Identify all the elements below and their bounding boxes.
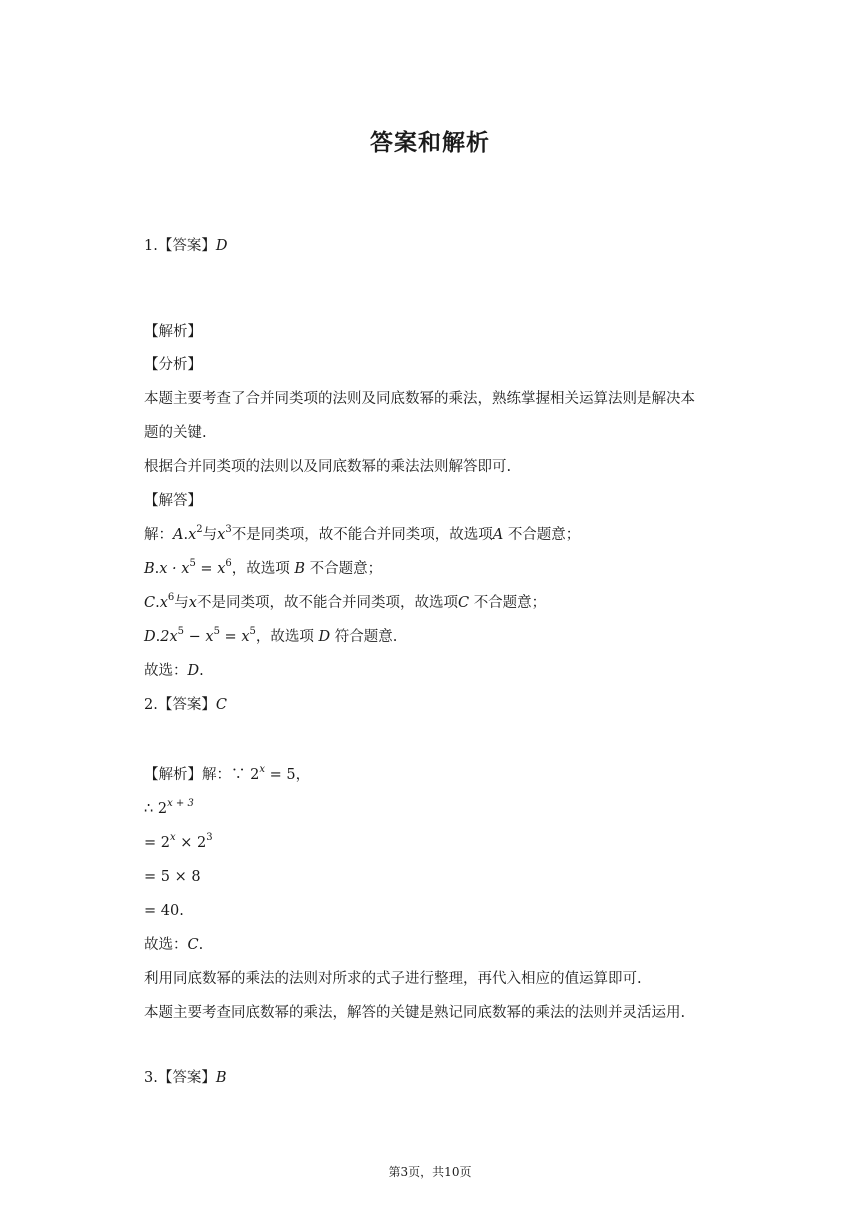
- period: .: [198, 937, 204, 953]
- option-label: A: [173, 527, 184, 543]
- q1-analysis-line-2: 题的关键.: [144, 425, 207, 441]
- q2-step-2: = 5 × 8: [144, 869, 201, 885]
- math-base: x: [217, 527, 226, 543]
- math-expression: = x: [219, 629, 250, 645]
- q1-option-b-line: [144, 559, 382, 579]
- explanation-text: ，故选项: [231, 561, 290, 577]
- math-exponent: 3: [225, 524, 232, 535]
- solution-prefix: 解：: [144, 527, 173, 543]
- math-expression: = 5，: [264, 767, 311, 783]
- period: .: [199, 663, 204, 679]
- q1-choose-line: [144, 661, 204, 681]
- math-expression: ∵ 2: [231, 767, 260, 783]
- math-exponent: 6: [225, 558, 232, 569]
- q2-step-3: = 40.: [144, 903, 184, 919]
- option-label: D: [144, 629, 156, 645]
- q1-analysis-line-3: 根据合并同类项的法则以及同底数幂的乘法法则解答即可.: [144, 459, 512, 475]
- separator: .: [155, 629, 161, 645]
- q1-fenxi-label: 【分析】: [144, 357, 202, 373]
- math-exponent: 5: [189, 558, 196, 569]
- q1-answer-header: 1.【答案】: [144, 238, 216, 254]
- math-exponent: x: [259, 764, 265, 775]
- choose-value: D: [187, 663, 200, 679]
- math-exponent: 2: [196, 524, 203, 535]
- math-expression: − x: [184, 629, 214, 645]
- option-ref: A: [492, 527, 504, 543]
- q2-therefore-line: [144, 799, 194, 819]
- q2-answer-header: 2.【答案】: [144, 697, 216, 713]
- q1-jiexi-label: 【解析】: [144, 324, 202, 340]
- page-title: 答案和解析: [370, 129, 490, 156]
- math-exponent: 3: [206, 832, 213, 843]
- option-label: C: [144, 595, 156, 611]
- q3-answer-header: 3.【答案】: [144, 1070, 216, 1086]
- option-ref: C: [457, 595, 470, 611]
- q3-answer-line: [144, 1068, 227, 1088]
- option-ref: B: [294, 561, 306, 577]
- explanation-text: 不是同类项，故不能合并同类项，故选项: [231, 527, 493, 543]
- q2-note-1: 利用同底数幂的乘法的法则对所求的式子进行整理，再代入相应的值运算即可.: [144, 971, 642, 987]
- math-base: x: [159, 595, 168, 611]
- choose-label: 故选：: [144, 663, 188, 679]
- explanation-text: ，故选项: [255, 629, 314, 645]
- math-exponent: 6: [167, 592, 175, 603]
- q1-option-d-line: [144, 627, 397, 647]
- q3-answer-value: B: [215, 1070, 227, 1086]
- math-exponent: 5: [177, 626, 185, 637]
- q2-choose-line: [144, 935, 203, 955]
- q1-answer-value: D: [215, 238, 228, 254]
- separator: .: [183, 527, 189, 543]
- math-base: x: [188, 527, 197, 543]
- verdict-text: 符合题意.: [334, 629, 398, 645]
- q1-answer-line: [144, 236, 227, 256]
- q2-step-1: [144, 833, 213, 853]
- math-exponent: 5: [213, 626, 220, 637]
- math-expression: = 2: [144, 835, 170, 851]
- option-ref: D: [318, 629, 331, 645]
- verdict-text: 不合题意；: [507, 527, 581, 543]
- math-expression: ∴ 2: [144, 801, 168, 817]
- math-exponent: x: [169, 832, 176, 843]
- q2-jiexi-line: [144, 765, 310, 785]
- q2-note-2: 本题主要考查同底数幂的乘法，解答的关键是熟记同底数幂的乘法的法则并灵活运用.: [144, 1005, 686, 1021]
- q1-analysis-line-1: 本题主要考查了合并同类项的法则及同底数幂的乘法，熟练掌握相关运算法则是解决本: [144, 391, 695, 407]
- verdict-text: 不合题意；: [473, 595, 547, 611]
- connector-text: 与: [174, 595, 189, 611]
- math-base: x: [188, 595, 197, 611]
- q1-jieda-label: 【解答】: [144, 493, 202, 509]
- connector-text: 与: [202, 527, 218, 543]
- math-expression: 2x: [160, 629, 178, 645]
- q2-jiexi-label: 【解析】解：: [144, 767, 231, 783]
- math-expression: x · x: [159, 561, 190, 577]
- separator: .: [155, 595, 160, 611]
- q2-answer-line: [144, 695, 227, 715]
- q2-answer-value: C: [215, 697, 227, 713]
- separator: .: [154, 561, 160, 577]
- choose-value: C: [187, 937, 199, 953]
- choose-label: 故选：: [144, 937, 188, 953]
- verdict-text: 不合题意；: [309, 561, 383, 577]
- math-exponent: 5: [249, 626, 256, 637]
- math-exponent: x + 3: [167, 798, 194, 809]
- math-expression: = x: [195, 561, 226, 577]
- page-footer: 第3页，共10页: [388, 1165, 472, 1179]
- option-label: B: [144, 561, 155, 577]
- q1-option-c-line: [144, 593, 546, 613]
- explanation-text: 不是同类项，故不能合并同类项，故选项: [196, 595, 458, 611]
- math-expression: × 2: [175, 835, 207, 851]
- q1-option-a-line: [144, 525, 580, 545]
